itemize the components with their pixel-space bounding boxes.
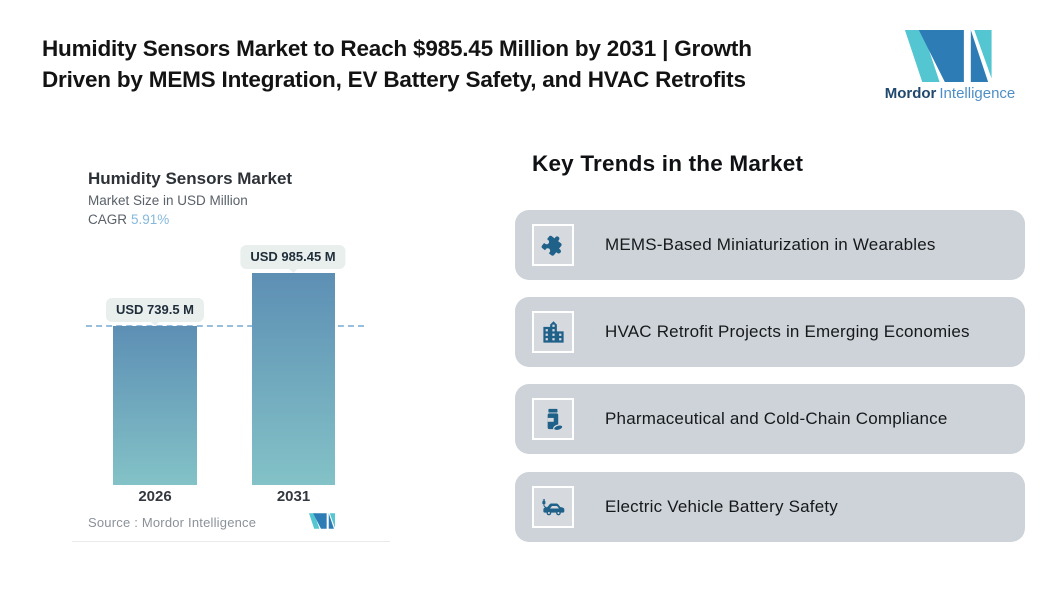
brand-name-mordor: Mordor <box>884 85 937 102</box>
year-label-2026: 2026 <box>138 488 172 505</box>
brand-name <box>884 85 1016 102</box>
source-mini-logo-icon <box>309 513 336 529</box>
icon-tile <box>532 398 574 440</box>
chart-subtitle: Market Size in USD Million <box>88 193 248 208</box>
page-title-line1: Humidity Sensors Market to Reach $985.45 Million by 2031 | Growth <box>42 36 752 61</box>
trend-label: MEMS-Based Miniaturization in Wearables <box>605 235 936 254</box>
cagr-value: 5.91% <box>131 212 170 227</box>
icon-tile <box>532 311 574 353</box>
year-label-2031: 2031 <box>276 488 311 505</box>
trend-label: HVAC Retrofit Projects in Emerging Economies <box>605 322 970 341</box>
brand-logo <box>884 30 1016 102</box>
cagr-label: CAGR <box>88 212 128 227</box>
trend-label: Electric Vehicle Battery Safety <box>605 497 838 516</box>
trend-card-mems <box>515 210 1025 280</box>
brand-name-intelligence: Intelligence <box>939 85 1016 102</box>
bar-2026 <box>113 326 197 485</box>
cagr-line <box>88 212 169 227</box>
chart-title: Humidity Sensors Market <box>88 169 293 188</box>
trend-card-hvac <box>515 297 1025 367</box>
value-label-2031: USD 985.45 M <box>240 245 345 269</box>
icon-tile <box>532 486 574 528</box>
source-label: Source : Mordor Intelligence <box>88 515 257 530</box>
page-title-line2: Driven by MEMS Integration, EV Battery Safety, and HVAC Retrofits <box>42 67 746 92</box>
icon-tile <box>532 224 574 266</box>
page-title <box>42 33 872 95</box>
value-label-2026: USD 739.5 M <box>106 298 204 322</box>
chart-divider <box>72 541 390 542</box>
trend-card-pharma <box>515 384 1025 454</box>
mordor-intelligence-logo-icon <box>902 30 998 82</box>
bar-2031 <box>252 273 335 485</box>
puzzle-icon <box>540 232 567 259</box>
electric-car-icon <box>540 494 567 521</box>
buildings-icon <box>540 319 567 346</box>
trends-heading: Key Trends in the Market <box>532 151 804 176</box>
pill-bottle-icon <box>540 406 567 433</box>
trend-label: Pharmaceutical and Cold-Chain Compliance <box>605 409 948 428</box>
trend-card-ev <box>515 472 1025 542</box>
